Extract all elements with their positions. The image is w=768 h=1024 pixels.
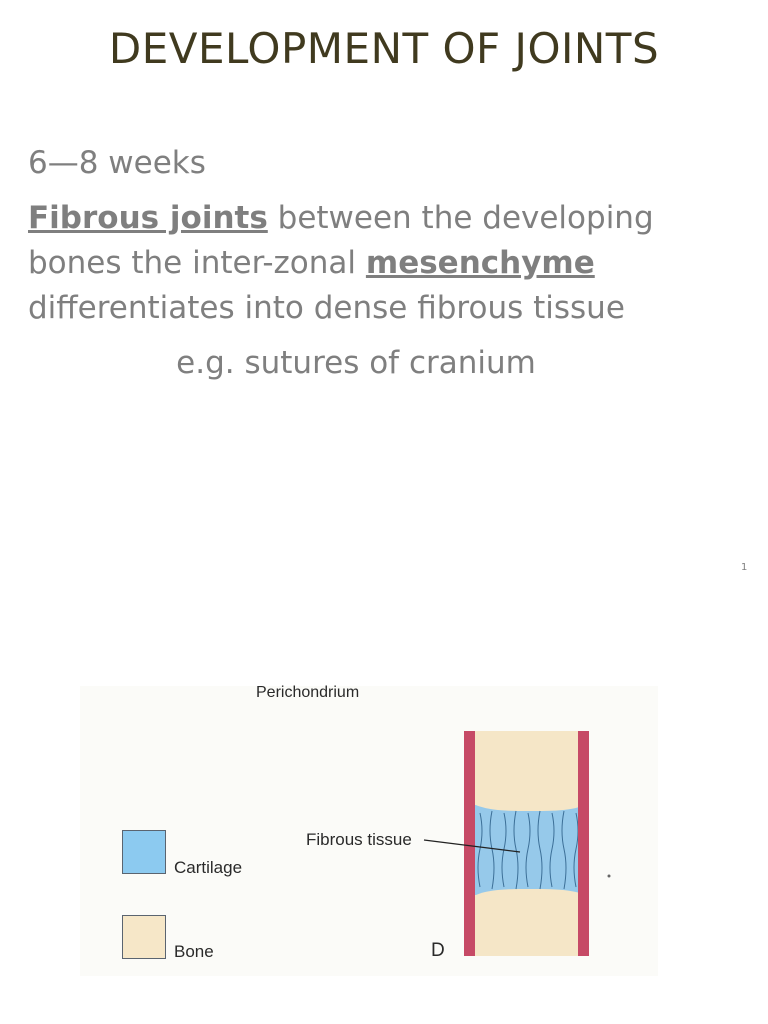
- example-text: e.g. sutures of cranium: [176, 345, 536, 381]
- paragraph-text-2: differentiates into dense fibrous tissue: [28, 290, 625, 326]
- fibrous-tissue-label: Fibrous tissue: [306, 830, 412, 849]
- legend-bone-label: Bone: [174, 942, 214, 961]
- fibrous-texture: [472, 805, 589, 895]
- perichondrium-left: [464, 731, 475, 956]
- slide-title: DEVELOPMENT OF JOINTS: [108, 24, 660, 73]
- fibrous-joints-term: Fibrous joints: [28, 200, 268, 236]
- fibrous-tissue-region: [472, 805, 589, 895]
- perichondrium-label: Perichondrium: [256, 684, 360, 701]
- legend-cartilage-swatch: [122, 830, 166, 874]
- paragraph-text-1: between the developing bones the inter-zonal: [28, 200, 654, 281]
- legend-bone-swatch: [122, 915, 166, 959]
- mesenchyme-term: mesenchyme: [365, 245, 595, 281]
- perichondrium-right: [578, 731, 589, 956]
- joint-diagram: [80, 686, 658, 976]
- panel-letter: D: [431, 940, 445, 961]
- weeks-text: 6—8 weeks: [28, 145, 206, 181]
- slide-number: 1: [741, 562, 748, 573]
- fibrous-joints-paragraph: [28, 196, 728, 331]
- legend-cartilage-label: Cartilage: [174, 858, 243, 877]
